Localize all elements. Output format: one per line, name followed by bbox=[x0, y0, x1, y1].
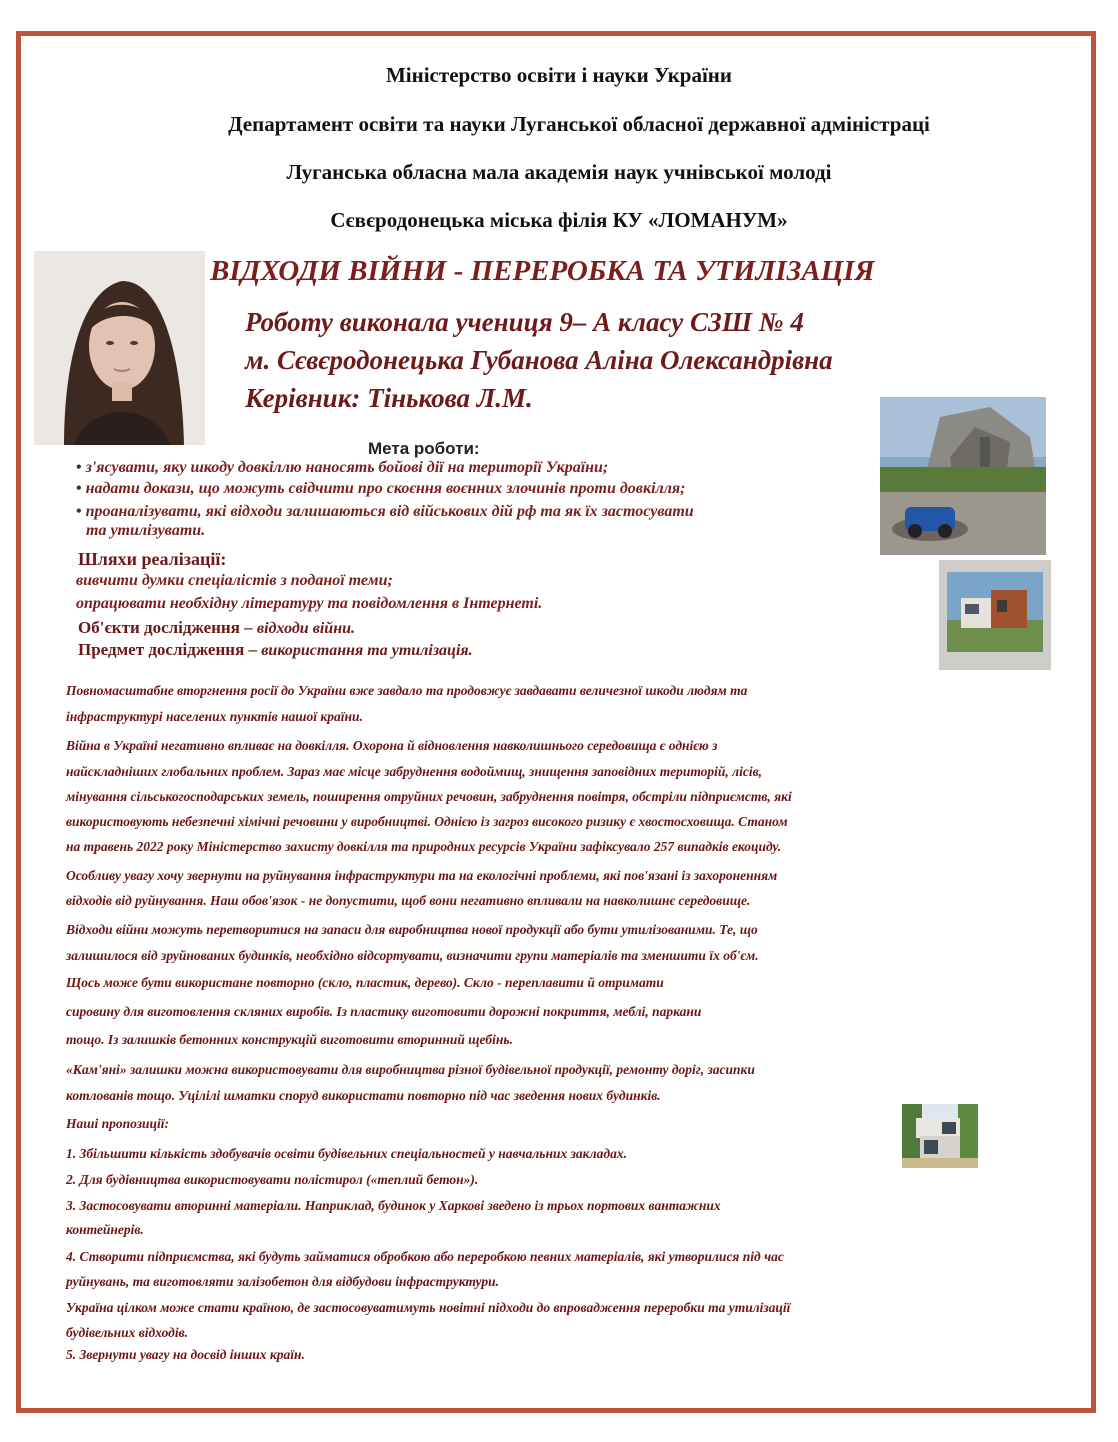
goal-item-text: проаналізувати, які відходи залишаються від військових дій рф та як їх застосувати bbox=[85, 503, 694, 520]
object-label: Об'єкти дослідження – bbox=[78, 618, 257, 637]
goal-item-2 bbox=[76, 480, 686, 498]
body-line: Особливу увагу хочу звернути на руйнування інфраструктури та на екологічні проблеми, які пов'язані із захороненням bbox=[66, 868, 778, 883]
proposal-item: руйнувань, та виготовляти залізобетон для відбудови інфраструктури. bbox=[66, 1274, 500, 1289]
body-line: тощо. Із залишків бетонних конструкцій виготовити вторинний щебінь. bbox=[66, 1032, 513, 1047]
goal-item-text: надати докази, що можуть свідчити про скоєння воєнних злочинів проти довкілля; bbox=[85, 480, 686, 497]
body-line: Повномасштабне вторгнення росії до України вже завдало та продовжує завдавати величезної шкоди людям та bbox=[66, 683, 748, 698]
body-line: Щось може бути використане повторно (скло, пластик, дерево). Скло - переплавити й отримати bbox=[66, 975, 664, 990]
header-ministry: Міністерство освіти і науки України bbox=[385, 63, 733, 87]
proposal-item: 1. Збільшити кількість здобувачів освіти будівельних спеціальностей у навчальних закладах. bbox=[66, 1146, 627, 1161]
goal-item-3 bbox=[76, 503, 694, 521]
body-line: «Кам'яні» залишки можна використовувати для виробництва різної будівельної продукції, ремонту доріг, засипки bbox=[66, 1062, 755, 1077]
goal-bullet: • bbox=[76, 503, 82, 520]
way-item-2: опрацювати необхідну літературу та повідомлення в Інтернеті. bbox=[76, 595, 543, 612]
object-value: відходи війни. bbox=[256, 620, 355, 637]
ways-heading: Шляхи реалізації: bbox=[78, 549, 227, 569]
ruined-building-image bbox=[880, 397, 1046, 555]
modern-house-image bbox=[939, 560, 1051, 670]
subject-value: використання та утилізація. bbox=[261, 642, 473, 659]
proposal-item: 3. Застосовувати вторинні матеріали. Наприклад, будинок у Харкові зведено із трьох портових вантажних bbox=[66, 1198, 721, 1213]
proposal-item: 4. Створити підприємства, які будуть займатися обробкою або переробкою певних матеріалів, які утворилися під час bbox=[66, 1249, 784, 1264]
body-line: Відходи війни можуть перетворитися на запаси для виробництва нової продукції або бути утилізованими. Те, що bbox=[66, 922, 758, 937]
body-line: Україна цілком може стати країною, де застосовуватимуть новітні підходи до впровадження переробки та утилізації bbox=[66, 1300, 791, 1315]
header-branch: Сєвєродонецька міська філія КУ «ЛОМАНУМ» bbox=[330, 208, 788, 232]
student-photo bbox=[34, 251, 205, 445]
body-line: мінування сільськогосподарських земель, поширення отруйних речовин, забруднення повітря, обстріли підприємств, які bbox=[66, 789, 792, 804]
header-department: Департамент освіти та науки Луганської обласної державної адміністраці bbox=[228, 112, 930, 136]
body-line: сировину для виготовлення скляних виробів. Із пластику виготовити дорожні покриття, меблі, паркани bbox=[66, 1004, 702, 1019]
author-line-1: Роботу виконала учениця 9– А класу СЗШ № 4 bbox=[245, 307, 804, 337]
body-line: найскладніших глобальних проблем. Зараз має місце забруднення водоймищ, знищення заповідних територій, лісів, bbox=[66, 764, 763, 779]
goal-item-1 bbox=[76, 459, 608, 477]
body-line: котлованів тощо. Уцілілі шматки споруд використати повторно під час зведення нових будинків. bbox=[66, 1088, 661, 1103]
author-line-2: м. Сєвєродонецька Губанова Аліна Олександрівна bbox=[245, 345, 833, 375]
proposal-item: 5. Звернути увагу на досвід інших країн. bbox=[66, 1347, 305, 1362]
way-item-1: вивчити думки спеціалістів з поданої теми; bbox=[76, 572, 393, 589]
research-subject bbox=[78, 640, 473, 660]
body-line: використовують небезпечні хімічні речовини у виробництві. Однією із загроз високого ризику є хвостосховища. Станом bbox=[66, 814, 788, 829]
proposal-item: контейнерів. bbox=[66, 1222, 144, 1237]
goal-item-text: з'ясувати, яку шкоду довкіллю наносять бойові дії на території України; bbox=[85, 459, 609, 476]
body-line: відходів від руйнування. Наш обов'язок - не допустити, щоб вони негативно впливали на навколишнє середовище. bbox=[66, 893, 751, 908]
container-house-image bbox=[902, 1104, 978, 1168]
header-academy: Луганська обласна мала академія наук учнівської молоді bbox=[286, 160, 832, 184]
goal-item-3-cont: та утилізувати. bbox=[86, 522, 206, 539]
proposals-heading: Наші пропозиції: bbox=[66, 1116, 169, 1131]
body-line: на травень 2022 року Міністерство захисту довкілля та природних ресурсів України зафіксувало 257 випадків екоциду. bbox=[66, 839, 782, 854]
body-line: будівельних відходів. bbox=[66, 1325, 189, 1340]
body-line: Війна в Україні негативно впливає на довкілля. Охорона й відновлення навколишнього середовища є однією з bbox=[66, 738, 718, 753]
goal-bullet: • bbox=[76, 459, 82, 476]
subject-label: Предмет дослідження – bbox=[78, 640, 262, 659]
proposal-item: 2. Для будівництва використовувати полістирол («теплий бетон»). bbox=[66, 1172, 479, 1187]
body-line: інфраструктурі населених пунктів нашої країни. bbox=[66, 709, 363, 724]
supervisor-line: Керівник: Тінькова Л.М. bbox=[245, 383, 533, 413]
research-object bbox=[78, 618, 355, 638]
page-title: ВІДХОДИ ВІЙНИ - ПЕРЕРОБКА ТА УТИЛІЗАЦІЯ bbox=[210, 255, 875, 287]
goal-heading: Мета роботи: bbox=[368, 439, 480, 458]
goal-bullet: • bbox=[76, 480, 82, 497]
body-line: залишилося від зруйнованих будинків, необхідно відсортувати, визначити групи матеріалів та зменшити їх об'єм. bbox=[66, 948, 759, 963]
